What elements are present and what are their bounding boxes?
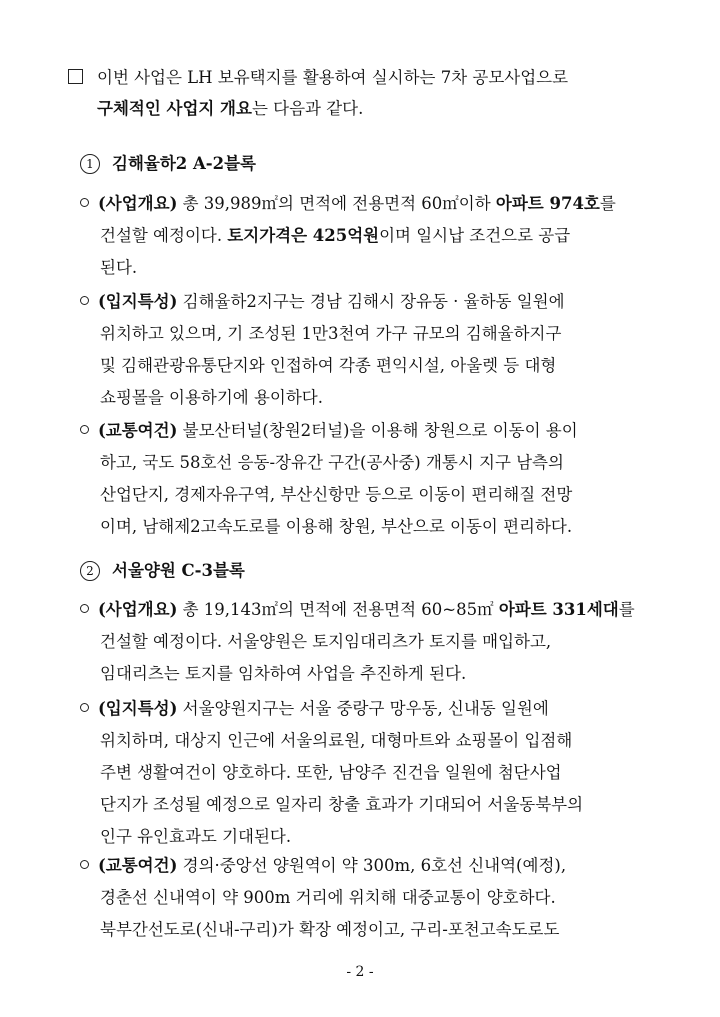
item-text: 총 39,989㎡의 면적에 전용면적 60㎡이하 bbox=[182, 194, 496, 213]
item-text: 경춘선 신내역이 약 900m 거리에 위치해 대중교통이 양호하다. bbox=[100, 888, 556, 907]
section-title: 서울양원 C-3블록 bbox=[112, 561, 245, 580]
item-text: 불모산터널(창원2터널)을 이용해 창원으로 이동이 용이 bbox=[182, 421, 578, 440]
bullet-circle-icon bbox=[80, 604, 89, 613]
item-text: 건설할 예정이다. bbox=[100, 226, 228, 245]
bullet-circle-icon bbox=[80, 703, 89, 712]
item-label: (사업개요) bbox=[98, 194, 178, 213]
item-text: 위치하며, 대상지 인근에 서울의료원, 대형마트와 쇼핑몰이 입점해 bbox=[100, 731, 573, 750]
item-text: 경의·중앙선 양원역이 약 300m, 6호선 신내역(예정), bbox=[182, 856, 567, 875]
intro-line-2 bbox=[68, 93, 668, 124]
item-text: 북부간선도로(신내-구리)가 확장 예정이고, 구리-포천고속도로도 bbox=[100, 920, 560, 939]
item-text: 주변 생활여건이 양호하다. 또한, 남양주 진건읍 일원에 첨단사업 bbox=[100, 763, 562, 782]
intro-paragraph bbox=[68, 62, 668, 124]
bullet-circle-icon bbox=[80, 198, 89, 207]
item-text: 를 bbox=[599, 194, 616, 213]
item-label: (교통여건) bbox=[98, 421, 178, 440]
bullet-circle-icon bbox=[80, 860, 89, 869]
item-text: 서울양원지구는 서울 중랑구 망우동, 신내동 일원에 bbox=[182, 699, 549, 718]
item-transport-2 bbox=[82, 850, 662, 946]
item-text: 김해율하2지구는 경남 김해시 장유동 · 율하동 일원에 bbox=[182, 292, 565, 311]
bullet-circle-icon bbox=[80, 425, 89, 434]
item-transport-1 bbox=[82, 415, 662, 543]
item-text: 하고, 국도 58호선 응동-장유간 구간(공사중) 개통시 지구 남측의 bbox=[100, 453, 564, 472]
item-text: 인구 유인효과도 기대된다. bbox=[100, 827, 292, 846]
item-label: (입지특성) bbox=[98, 699, 178, 718]
item-label: (사업개요) bbox=[98, 600, 178, 619]
item-location-2 bbox=[82, 693, 662, 853]
circled-number-icon: 2 bbox=[80, 561, 100, 581]
item-text: 건설할 예정이다. 서울양원은 토지임대리츠가 토지를 매입하고, bbox=[100, 632, 552, 651]
item-bold-text: 아파트 974호 bbox=[495, 194, 600, 213]
item-location-1 bbox=[82, 286, 662, 414]
item-text: 총 19,143㎡의 면적에 전용면적 60~85㎡ bbox=[182, 600, 499, 619]
intro-line-1 bbox=[68, 62, 668, 93]
item-text: 이며, 남해제2고속도로를 이용해 창원, 부산으로 이동이 편리하다. bbox=[100, 517, 573, 536]
circled-number-icon: 1 bbox=[80, 154, 100, 174]
item-label: (입지특성) bbox=[98, 292, 178, 311]
intro-bold-text: 구체적인 사업지 개요 bbox=[97, 99, 252, 118]
intro-text-1: 이번 사업은 LH 보유택지를 활용하여 실시하는 7차 공모사업으로 bbox=[97, 68, 569, 87]
item-text: 이며 일시납 조건으로 공급 bbox=[379, 226, 571, 245]
item-text: 를 bbox=[618, 600, 635, 619]
item-text: 된다. bbox=[100, 258, 138, 277]
item-label: (교통여건) bbox=[98, 856, 178, 875]
section-heading-2 bbox=[80, 557, 245, 581]
bullet-circle-icon bbox=[80, 296, 89, 305]
item-bold-text: 토지가격은 425억원 bbox=[227, 226, 380, 245]
intro-text-2: 는 다음과 같다. bbox=[251, 99, 364, 118]
item-business-overview-2 bbox=[82, 594, 662, 690]
item-text: 산업단지, 경제자유구역, 부산신항만 등으로 이동이 편리해질 전망 bbox=[100, 485, 573, 504]
page-number: - 2 - bbox=[346, 964, 374, 980]
section-title: 김해율하2 A-2블록 bbox=[112, 154, 256, 173]
item-text: 및 김해관광유통단지와 인접하여 각종 편익시설, 아울렛 등 대형 bbox=[100, 356, 557, 375]
item-business-overview-1 bbox=[82, 188, 662, 284]
item-bold-text: 아파트 331세대 bbox=[498, 600, 619, 619]
item-text: 쇼핑몰을 이용하기에 용이하다. bbox=[100, 388, 323, 407]
checkbox-square-icon bbox=[68, 69, 83, 84]
item-text: 단지가 조성될 예정으로 일자리 창출 효과가 기대되어 서울동북부의 bbox=[100, 795, 584, 814]
item-text: 임대리츠는 토지를 임차하여 사업을 추진하게 된다. bbox=[100, 664, 467, 683]
item-text: 위치하고 있으며, 기 조성된 1만3천여 가구 규모의 김해율하지구 bbox=[100, 324, 562, 343]
section-heading-1 bbox=[80, 150, 256, 174]
